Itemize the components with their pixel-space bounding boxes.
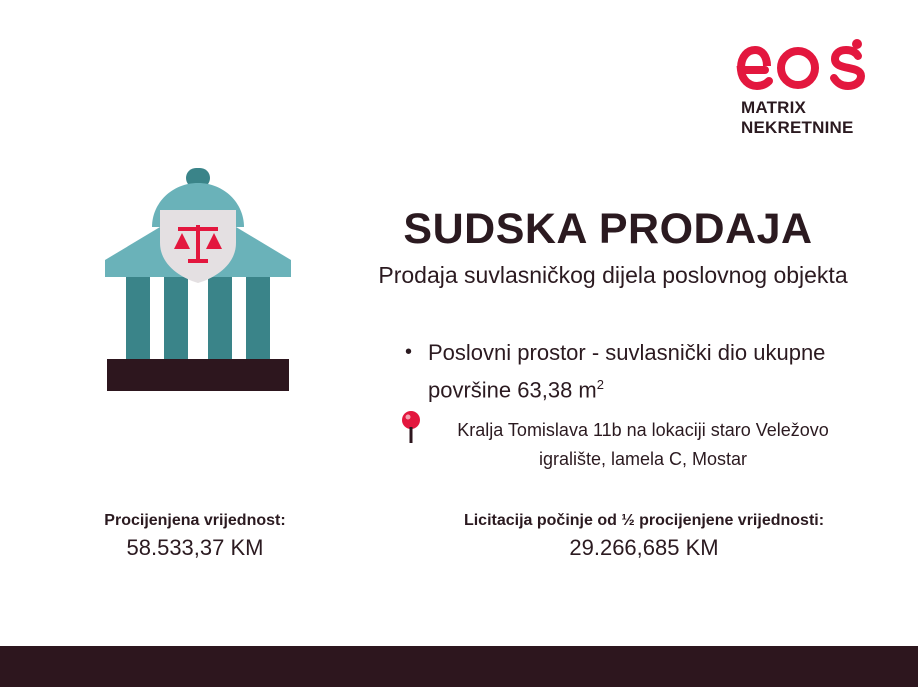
bullet-icon: • (405, 341, 413, 363)
estimated-value-block (80, 512, 310, 561)
property-address: Kralja Tomislava 11b na lokaciji staro Veležovo igralište, lamela C, Mostar (457, 420, 829, 469)
eos-logo-mark (735, 38, 875, 93)
auction-start-block (425, 512, 863, 561)
listing-subtitle: Prodaja suvlasničkog dijela poslovnog objekta (378, 262, 848, 288)
brand-logo (735, 38, 885, 148)
unit-superscript: 2 (596, 377, 604, 392)
auction-start-value: 29.266,685 KM (569, 535, 719, 560)
estimated-value: 58.533,37 KM (126, 535, 264, 560)
logo-wordmark: MATRIX NEKRETNINE (741, 98, 854, 137)
listing-title: SUDSKA PRODAJA (403, 205, 813, 253)
location-pin-icon (401, 411, 421, 443)
courthouse-icon (102, 165, 294, 395)
estimated-value-label: Procijenjena vrijednost: (104, 512, 286, 529)
feature-text: Poslovni prostor - suvlasnički dio ukupne površine 63,38 $m^2$ (428, 340, 826, 403)
footer-bar (0, 646, 918, 687)
auction-start-label: Licitacija počinje od ½ procijenjene vrijednosti: (463, 512, 825, 529)
